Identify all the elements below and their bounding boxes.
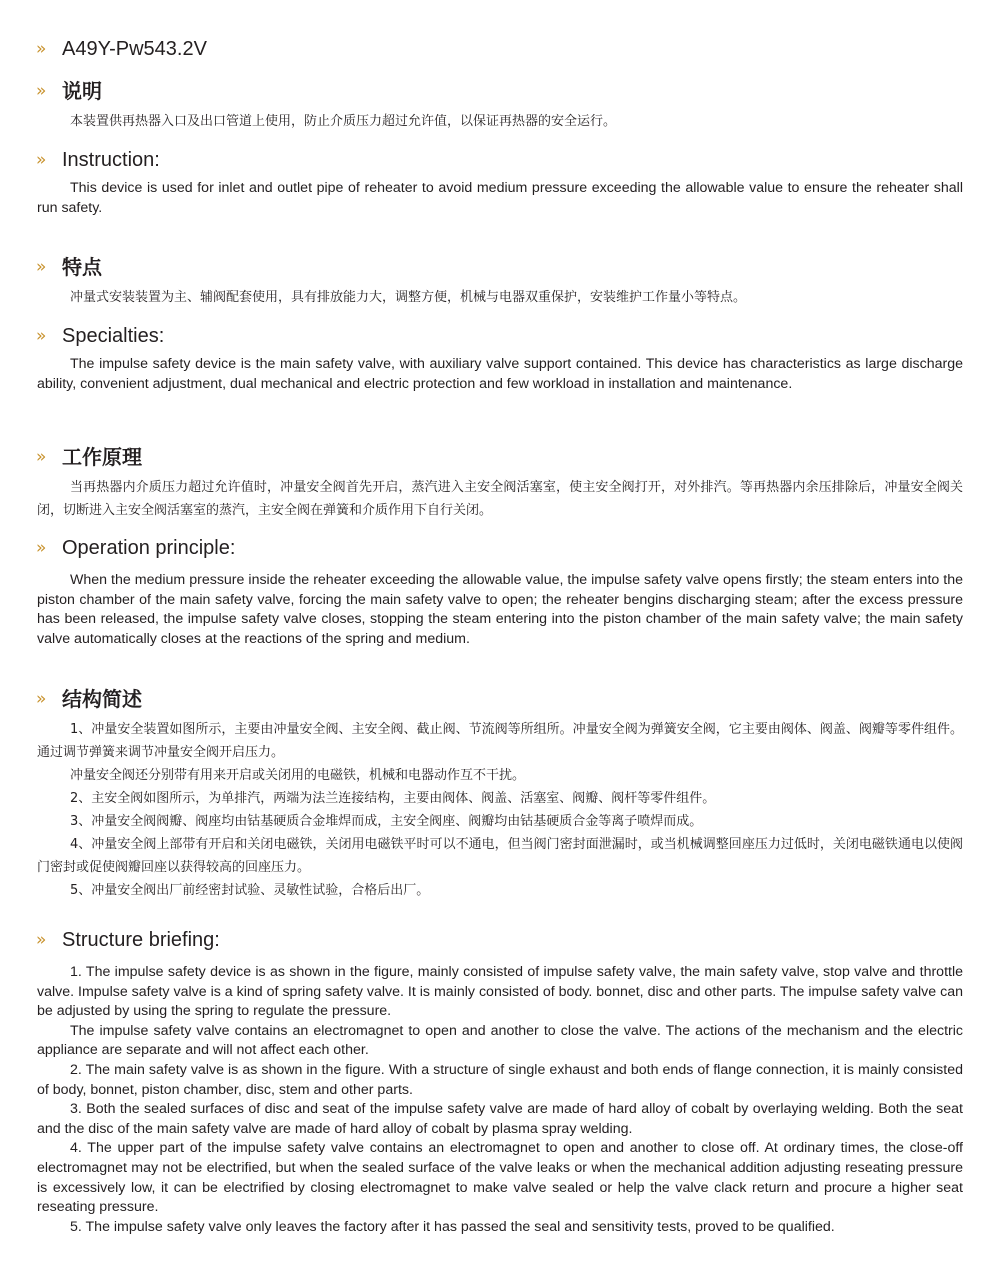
section-title: 工作原理 bbox=[62, 445, 142, 469]
paragraph: 5. The impulse safety valve only leaves the factory after it has passed the seal and sensitivity tests, proved to be qualified. bbox=[70, 1218, 835, 1235]
paragraph: 4、冲量安全阀上部带有开启和关闭电磁铁，关闭用电磁铁平时可以不通电，但当阀门密封面泄漏时，或当机械调整回座压力过低时，关闭电磁铁通电以使阀门密封或促使阀瓣回座以获得较高的回座压力。 bbox=[37, 837, 963, 875]
paragraph: 1、冲量安全装置如图所示，主要由冲量安全阀、主安全阀、截止阀、节流阀等所组所。冲量安全阀为弹簧安全阀，它主要由阀体、阀盖、阀瓣等零件组件。通过调节弹簧来调节冲量安全阀开启压力。 bbox=[37, 722, 963, 760]
section-marker-icon: » bbox=[36, 150, 47, 170]
section-marker-icon: » bbox=[36, 930, 47, 950]
model-title: A49Y-Pw543.2V bbox=[62, 38, 207, 60]
paragraph: 5、冲量安全阀出厂前经密封试验、灵敏性试验，合格后出厂。 bbox=[70, 883, 430, 898]
paragraph: 冲量安全阀还分别带有用来开启或关闭用的电磁铁，机械和电器动作互不干扰。 bbox=[70, 768, 526, 783]
paragraph: 当再热器内介质压力超过允许值时，冲量安全阀首先开启，蒸汽进入主安全阀活塞室，使主安全阀打开，对外排汽。等再热器内余压排除后，冲量安全阀关闭，切断进入主安全阀活塞室的蒸汽，主安全阀在弹簧和介质作用下自行关闭。 bbox=[37, 480, 963, 518]
section-feat-zh bbox=[0, 254, 1000, 309]
section-oper-zh bbox=[0, 444, 1000, 522]
section-title: Operation principle: bbox=[62, 537, 236, 559]
paragraph: This device is used for inlet and outlet pipe of reheater to avoid medium pressure exceeding the allowable value to ensure the reheater shall run safety. bbox=[37, 180, 963, 216]
section-marker-icon: » bbox=[36, 81, 47, 101]
section-desc-zh bbox=[0, 78, 1000, 133]
paragraph: 冲量式安装装置为主、辅阀配套使用，具有排放能力大，调整方便，机械与电器双重保护，安装维护工作量小等特点。 bbox=[70, 290, 747, 305]
section-marker-icon: » bbox=[36, 538, 47, 558]
section-title: 结构简述 bbox=[62, 687, 142, 711]
section-struct-en bbox=[0, 927, 1000, 1237]
section-title: 说明 bbox=[62, 79, 102, 103]
paragraph: 2. The main safety valve is as shown in the figure. With a structure of single exhaust and both ends of flange connection, it is mainly consisted of body, bonnet, piston chamber, disc, stem and other parts. bbox=[37, 1061, 963, 1098]
section-title: 特点 bbox=[62, 255, 102, 279]
paragraph: The impulse safety device is the main safety valve, with auxiliary valve support contained. This device has characteristics as large discharge ability, convenient adjustment, dual mechanical and electric protection and few workload in installation and maintenance. bbox=[37, 356, 963, 392]
paragraph: When the medium pressure inside the reheater exceeding the allowable value, the impulse safety valve opens firstly; the steam enters into the piston chamber of the main safety valve, forcing the main safety valve to open; the reheater bengins discharging steam; after the excess pressure has been released, the impulse safety valve closes, stopping the steam entering into the piston chamber of the main safety valve; the main safety valve automatically closes at the reactions of the spring and medium. bbox=[37, 572, 963, 647]
paragraph: 3. Both the sealed surfaces of disc and seat of the impulse safety valve are made of hard alloy of cobalt by overlaying welding. Both the seat and the disc of the main safety valve are made of hard alloy of cobalt by plasma spray welding. bbox=[37, 1101, 963, 1137]
section-struct-zh bbox=[0, 686, 1000, 902]
paragraph: 本装置供再热器入口及出口管道上使用，防止介质压力超过允许值，以保证再热器的安全运行。 bbox=[70, 114, 617, 129]
section-marker-icon: » bbox=[36, 326, 47, 346]
section-marker-icon: » bbox=[36, 447, 47, 467]
paragraph: 4. The upper part of the impulse safety valve contains an electromagnet to open and another to close off. At ordinary times, the close-off electromagnet may not be electrified, but when the sealed surface of the valve leaks or when the mechanical addition adjusting reseating pressure is excessively low, it can be electrified by closing electromagnet to make valve sealed or help the valve clack return and procure a higher seat reseating pressure. bbox=[37, 1140, 963, 1216]
paragraph: 3、冲量安全阀阀瓣、阀座均由钴基硬质合金堆焊而成，主安全阀座、阀瓣均由钴基硬质合金等离子喷焊而成。 bbox=[70, 814, 703, 829]
section-marker-icon: » bbox=[36, 689, 47, 709]
section-oper-en bbox=[0, 535, 1000, 649]
section-feat-en bbox=[0, 323, 1000, 394]
paragraph: 1. The impulse safety device is as shown in the figure, mainly consisted of impulse safety valve, the main safety valve, stop valve and throttle valve. Impulse safety valve is a kind of spring safety valve. It is mainly consisted of body. bonnet, disc and other parts. The impulse safety valve can be adjusted by using the spring to regulate the pressure. bbox=[37, 964, 963, 1020]
section-title: Instruction: bbox=[62, 149, 160, 171]
section-desc-en bbox=[0, 147, 1000, 218]
section-marker-icon: » bbox=[36, 39, 47, 59]
model-section bbox=[0, 36, 1000, 66]
section-title: Specialties: bbox=[62, 325, 165, 347]
section-title: Structure briefing: bbox=[62, 929, 220, 951]
paragraph: The impulse safety valve contains an electromagnet to open and another to close the valve. The actions of the mechanism and the electric appliance are separate and will not affect each other. bbox=[37, 1022, 963, 1059]
section-marker-icon: » bbox=[36, 257, 47, 277]
paragraph: 2、主安全阀如图所示，为单排汽，两端为法兰连接结构，主要由阀体、阀盖、活塞室、阀瓣、阀杆等零件组件。 bbox=[70, 791, 716, 806]
